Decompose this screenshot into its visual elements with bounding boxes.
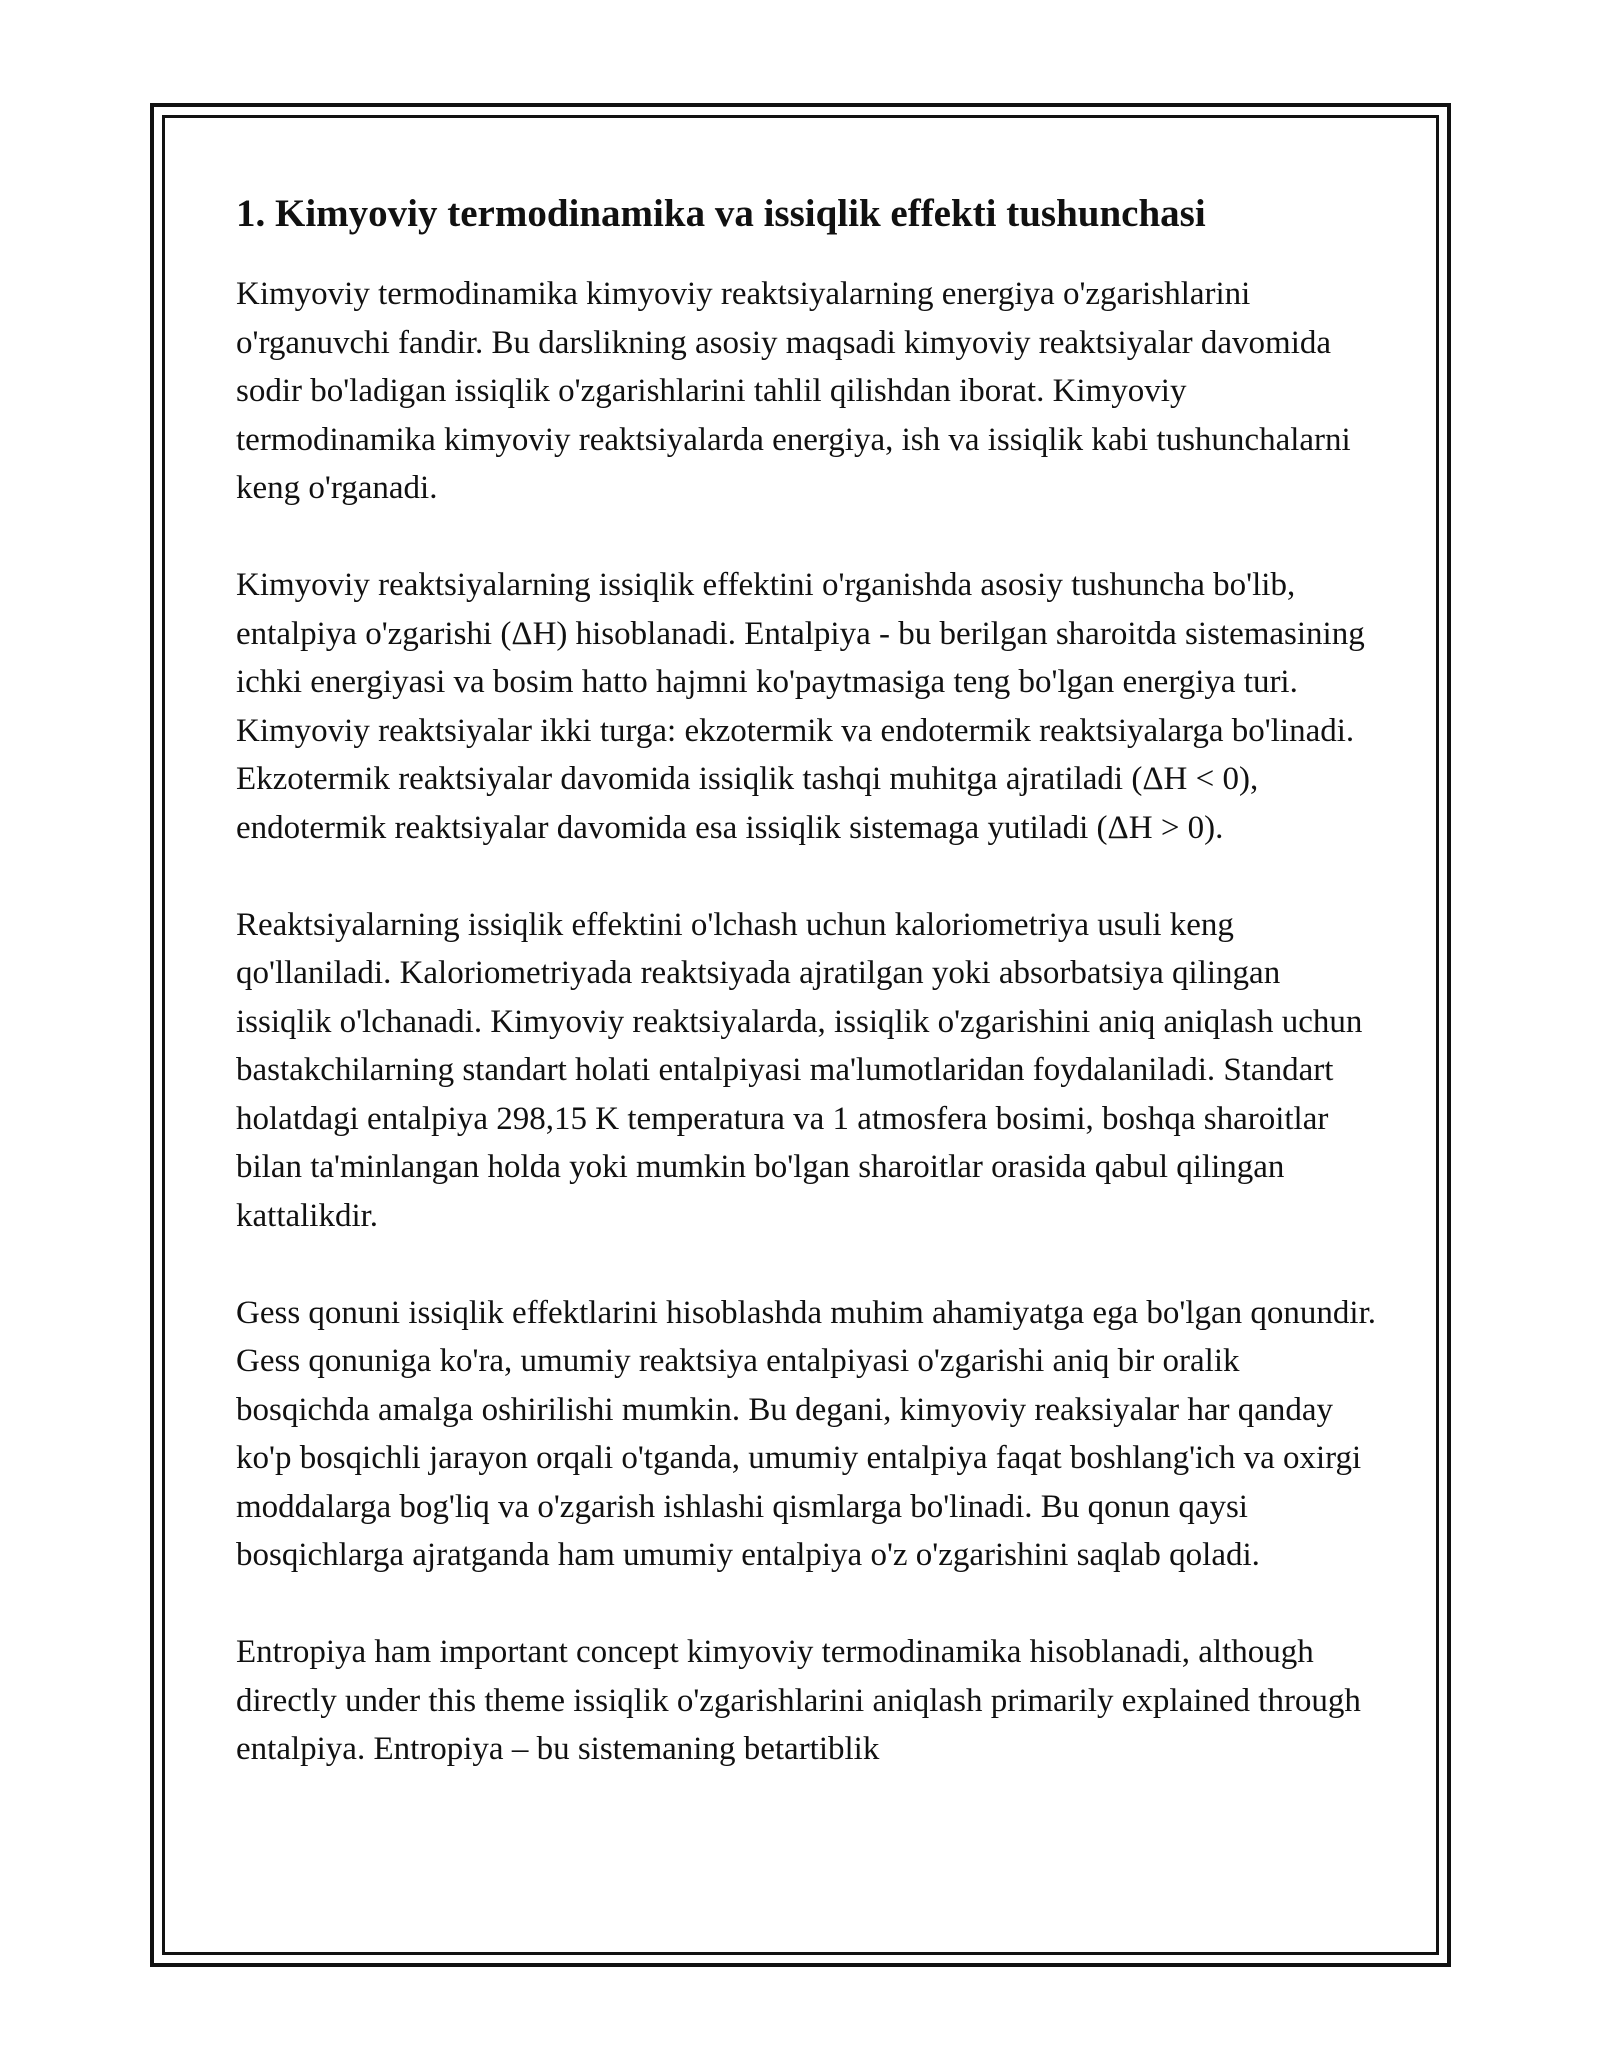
paragraph-3: Reaktsiyalarning issiqlik effektini o'lchash uchun kaloriometriya usuli keng qo'llaniladi. Kaloriometriyada reaktsiyada ajratilgan yoki absorbatsiya qilingan issiqlik o'lchanadi. Kimyoviy reaktsiyalarda, issiqlik o'zgarishini aniq aniqlash uchun bastakchilarning standart holati entalpiyasi ma'lumotlaridan foydalaniladi. Standart holatdagi entalpiya 298,15 K temperatura va 1 atmosfera bosimi, boshqa sharoitlar bilan ta'minlangan holda yoki mumkin bo'lgan sharoitlar orasida qabul qilingan kattalikdir.: [236, 906, 1363, 1234]
section-heading: 1. Kimyoviy termodinamika va issiqlik effekti tushunchasi: [236, 192, 1206, 235]
document-body: [236, 188, 1376, 1774]
paragraph-2: Kimyoviy reaktsiyalarning issiqlik effektini o'rganishda asosiy tushuncha bo'lib, entalpiya o'zgarishi (ΔH) hisoblanadi. Entalpiya - bu berilgan sharoitda sistemasining ichki energiyasi va bosim hatto hajmni ko'paytmasiga teng bo'lgan energiya turi. Kimyoviy reaktsiyalar ikki turga: ekzotermik va endotermik reaktsiyalarga bo'linadi. Ekzotermik reaktsiyalar davomida issiqlik tashqi muhitga ajratiladi (ΔH < 0), endotermik reaktsiyalar davomida esa issiqlik sistemaga yutiladi (ΔH > 0).: [236, 567, 1365, 846]
paragraph-4: Gess qonuni issiqlik effektlarini hisoblashda muhim ahamiyatga ega bo'lgan qonundir. Gess qonuniga ko'ra, umumiy reaktsiya entalpiyasi o'zgarishi aniq bir oralik bosqichda amalga oshirilishi mumkin. Bu degani, kimyoviy reaksiyalar har qanday ko'p bosqichli jarayon orqali o'tganda, umumiy entalpiya faqat boshlang'ich va oxirgi moddalarga bog'liq va o'zgarish ishlashi qismlarga bo'linadi. Bu qonun qaysi bosqichlarga ajratganda ham umumiy entalpiya o'z o'zgarishini saqlab qoladi.: [236, 1294, 1376, 1573]
paragraph-1: Kimyoviy termodinamika kimyoviy reaktsiyalarning energiya o'zgarishlarini o'rganuvchi fandir. Bu darslikning asosiy maqsadi kimyoviy reaktsiyalar davomida sodir bo'ladigan issiqlik o'zgarishlarini tahlil qilishdan iborat. Kimyoviy termodinamika kimyoviy reaktsiyalarda energiya, ish va issiqlik kabi tushunchalarni keng o'rganadi.: [236, 276, 1351, 506]
paragraph-5: Entropiya ham important concept kimyoviy termodinamika hisoblanadi, although directly under this theme issiqlik o'zgarishlarini aniqlash primarily explained through entalpiya. Entropiya – bu sistemaning betartiblik: [236, 1634, 1361, 1767]
